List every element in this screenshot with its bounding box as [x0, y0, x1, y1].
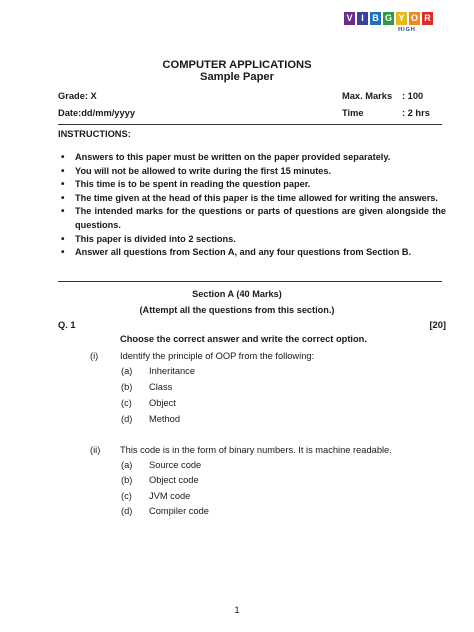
max-marks-label: Max. Marks	[342, 91, 393, 101]
option-text: JVM code	[149, 491, 191, 501]
logo-letters	[344, 12, 434, 25]
option-text: Source code	[149, 460, 202, 470]
logo-subtext: HIGH	[398, 27, 416, 33]
option-text: Class	[149, 382, 173, 392]
time-label: Time	[342, 108, 364, 118]
date-label: Date:dd/mm/yyyy	[58, 108, 135, 118]
divider	[58, 124, 442, 125]
option-label: (a)	[121, 460, 133, 470]
logo-letter: O	[410, 13, 418, 23]
paper-title: COMPUTER APPLICATIONS	[162, 59, 312, 71]
question-number: Q. 1	[58, 320, 76, 330]
instruction-item: • You will not be allowed to write during the first 15 minutes.	[58, 165, 446, 179]
instruction-item: • Answers to this paper must be written on the paper provided separately.	[58, 151, 446, 165]
section-a-heading: Section A (40 Marks)	[192, 289, 282, 299]
subquestion-text: Identify the principle of OOP from the following:	[120, 351, 315, 361]
option-text: Inheritance	[149, 366, 195, 376]
option-label: (b)	[121, 475, 133, 485]
subquestion-number: (ii)	[90, 445, 101, 455]
instruction-item: • Answer all questions from Section A, and any four questions from Section B.	[58, 246, 446, 260]
logo-letter: R	[422, 12, 433, 25]
option-text: Object code	[149, 475, 199, 485]
logo-letter: I	[357, 12, 368, 25]
option-label: (a)	[121, 366, 133, 376]
question-instruction: Choose the correct answer and write the correct option.	[120, 334, 367, 344]
vibgyor-logo	[344, 12, 434, 33]
section-a-note: (Attempt all the questions from this section.)	[139, 305, 335, 315]
question-marks: [20]	[429, 320, 446, 330]
option-label: (d)	[121, 506, 133, 516]
instruction-item: • This time is to be spent in reading the question paper.	[58, 178, 446, 192]
option-label: (c)	[121, 398, 132, 408]
option-label: (b)	[121, 382, 133, 392]
logo-letter: B	[370, 12, 381, 25]
instruction-item: • This paper is divided into 2 sections.	[58, 233, 446, 247]
max-marks-value: : 100	[402, 91, 424, 101]
time-value: : 2 hrs	[402, 108, 430, 118]
logo-letter: Y	[396, 12, 407, 25]
instructions-list	[58, 151, 446, 260]
paper-subtitle: Sample Paper	[200, 71, 274, 83]
divider	[58, 281, 442, 282]
subquestion-text: This code is in the form of binary numbers. It is machine readable.	[120, 445, 392, 455]
logo-letter: G	[384, 13, 392, 23]
option-text: Compiler code	[149, 506, 209, 516]
instructions-heading: INSTRUCTIONS:	[58, 129, 131, 139]
logo-letter: V	[344, 12, 355, 25]
option-label: (c)	[121, 491, 132, 501]
instruction-item: • The intended marks for the questions or parts of questions are given alongside the questions.	[58, 205, 446, 232]
option-text: Method	[149, 414, 181, 424]
instruction-item: • The time given at the head of this paper is the time allowed for writing the answers.	[58, 192, 446, 206]
option-text: Object	[149, 398, 176, 408]
option-label: (d)	[121, 414, 133, 424]
grade-label: Grade: X	[58, 91, 97, 101]
page-number: 1	[234, 605, 240, 616]
subquestion-number: (i)	[90, 351, 99, 361]
